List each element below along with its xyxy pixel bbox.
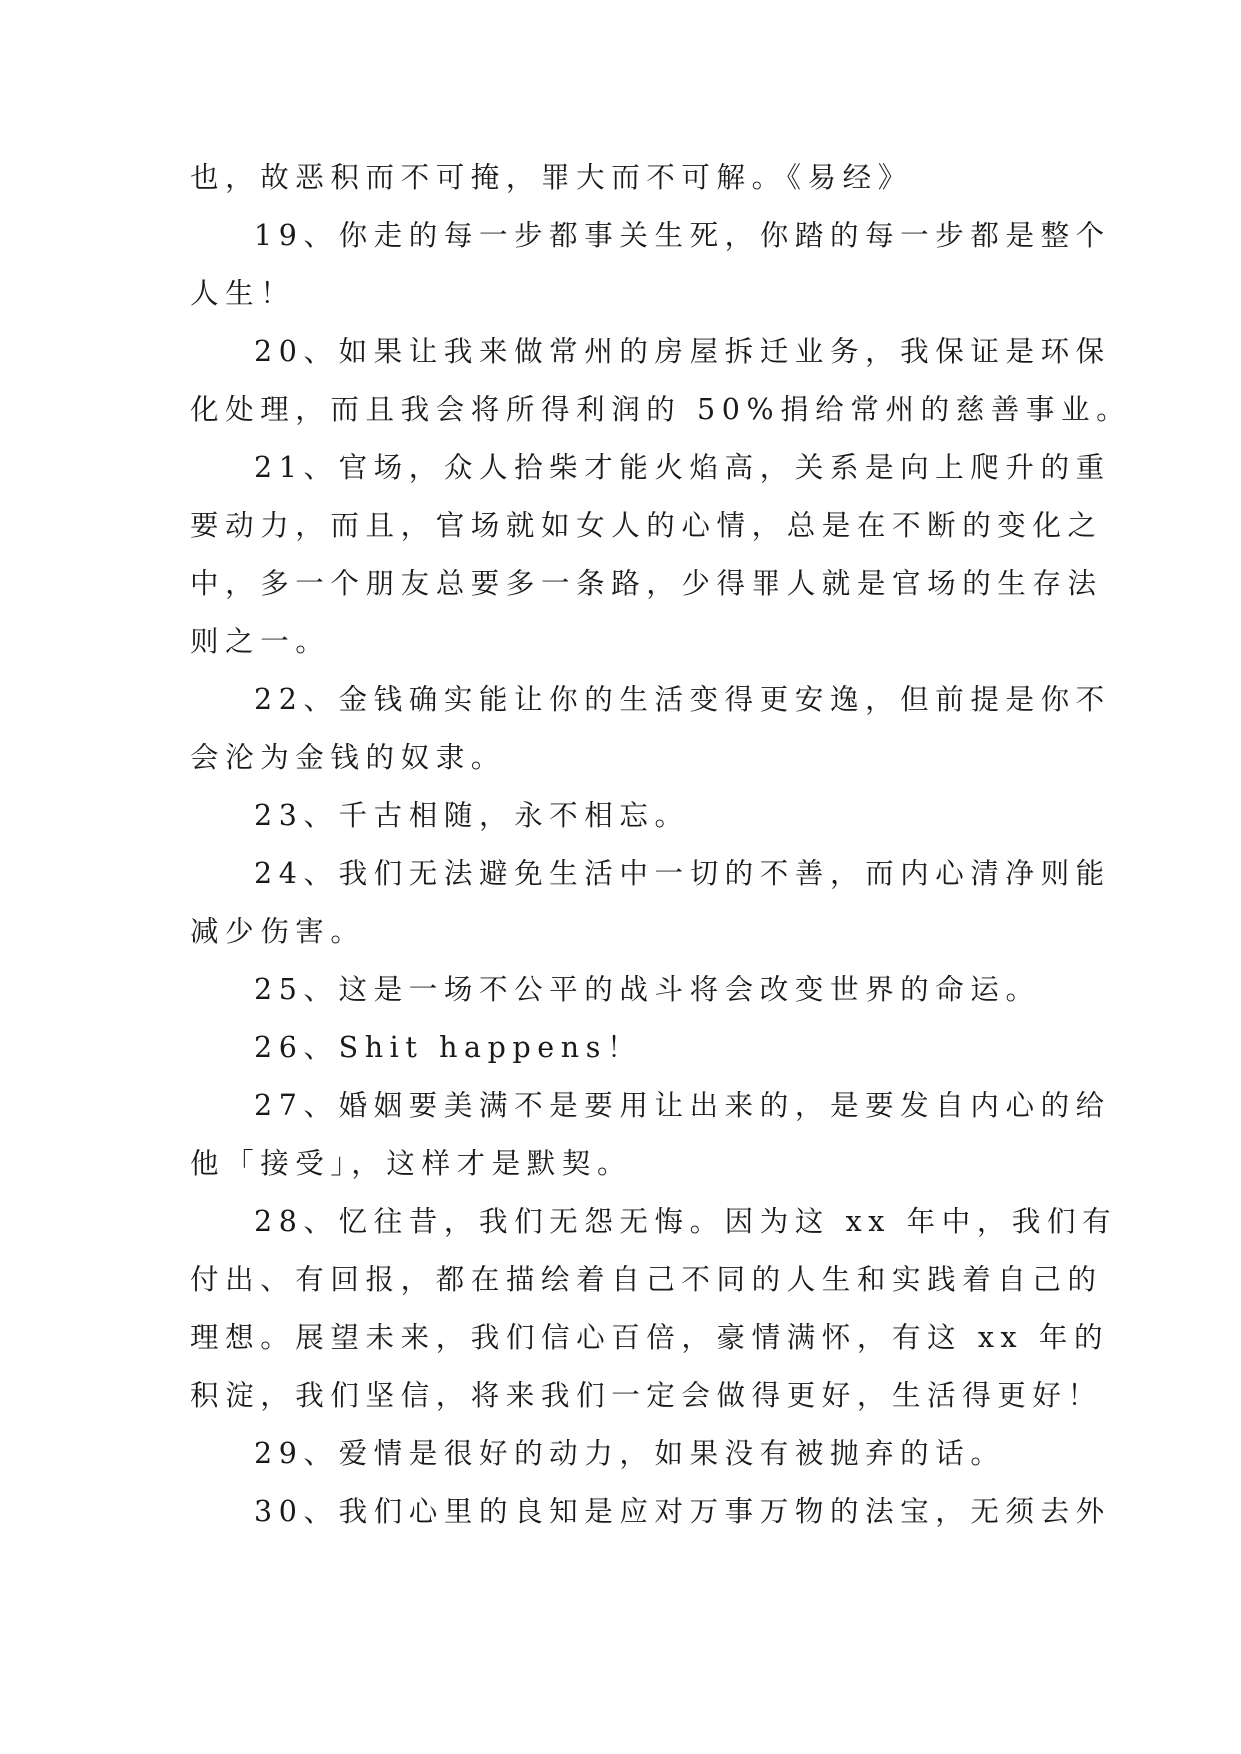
text-line: 人生！: [190, 277, 296, 310]
text-line: 20、如果让我来做常州的房屋拆迁业务，我保证是环保: [254, 335, 1111, 368]
text-line: 23、千古相随，永不相忘。: [254, 799, 690, 832]
text-line: 26、Shit happens！: [254, 1031, 643, 1064]
text-line: 要动力，而且，官场就如女人的心情，总是在不断的变化之: [190, 509, 1103, 542]
text-line: 25、这是一场不公平的战斗将会改变世界的命运。: [254, 973, 1041, 1006]
text-line: 理想。展望未来，我们信心百倍，豪情满怀，有这 xx 年的: [190, 1321, 1110, 1354]
text-line: 付出、有回报，都在描绘着自己不同的人生和实践着自己的: [190, 1263, 1103, 1296]
text-line: 化处理，而且我会将所得利润的 50%捐给常州的慈善事业。: [190, 393, 1132, 426]
text-line: 24、我们无法避免生活中一切的不善，而内心清净则能: [254, 857, 1111, 890]
text-line: 27、婚姻要美满不是要用让出来的，是要发自内心的给: [254, 1089, 1111, 1122]
text-line: 会沦为金钱的奴隶。: [190, 741, 506, 774]
text-line: 29、爱情是很好的动力，如果没有被抛弃的话。: [254, 1437, 1006, 1470]
text-line: 21、官场，众人拾柴才能火焰高，关系是向上爬升的重: [254, 451, 1111, 484]
text-line: 中，多一个朋友总要多一条路，少得罪人就是官场的生存法: [190, 567, 1103, 600]
text-line: 22、金钱确实能让你的生活变得更安逸，但前提是你不: [254, 683, 1111, 716]
text-line: 30、我们心里的良知是应对万事万物的法宝，无须去外: [254, 1495, 1111, 1528]
text-line: 则之一。: [190, 625, 331, 658]
text-line: 19、你走的每一步都事关生死，你踏的每一步都是整个: [254, 219, 1111, 252]
text-line: 也，故恶积而不可掩，罪大而不可解。《易经》: [190, 161, 913, 194]
text-line: 积淀，我们坚信，将来我们一定会做得更好，生活得更好！: [190, 1379, 1103, 1412]
text-line: 减少伤害。: [190, 915, 366, 948]
text-line: 28、忆往昔，我们无怨无悔。因为这 xx 年中，我们有: [254, 1205, 1118, 1238]
text-line: 他「接受」，这样才是默契。: [190, 1147, 633, 1180]
